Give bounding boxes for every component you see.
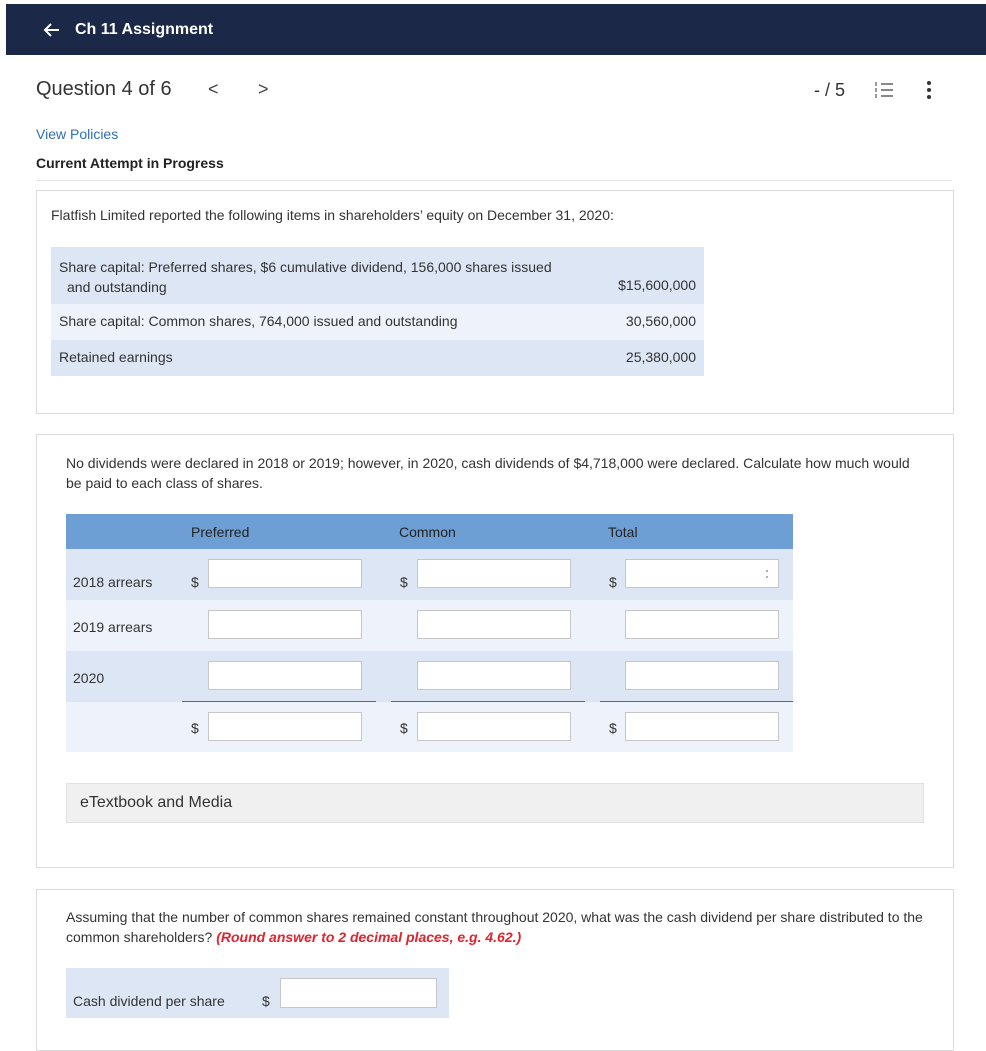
common-2020-input[interactable]	[417, 661, 571, 690]
table-row	[66, 600, 793, 651]
per-share-answer-row	[66, 968, 449, 1018]
grand-total-input[interactable]	[625, 712, 779, 741]
row-label: Share capital: Common shares, 764,000 issued and outstanding	[59, 313, 458, 329]
currency-symbol: $	[191, 720, 199, 736]
common-total-input[interactable]	[417, 712, 571, 741]
question-text: Assuming that the number of common shares remained constant throughout 2020, what was the cash dividend per share distributed to the common shareholders? (Round answer to 2 decimal places, e.g. 4.62.)	[66, 909, 923, 945]
table-row	[51, 247, 704, 304]
common-2019-input[interactable]	[417, 610, 571, 639]
row-value: 30,560,000	[625, 313, 696, 329]
prev-question-button[interactable]: <	[208, 79, 219, 99]
common-2018-input[interactable]	[417, 559, 571, 588]
header-total: Total	[608, 524, 638, 540]
assignment-title: Ch 11 Assignment	[75, 21, 214, 38]
currency-symbol: $	[609, 720, 617, 736]
currency-symbol: $	[609, 574, 617, 590]
input-label: Cash dividend per share	[73, 993, 225, 1009]
question-text: No dividends were declared in 2018 or 2019; however, in 2020, cash dividends of $4,718,000 were declared. Calculate how much would be paid to each class of shares.	[66, 455, 910, 491]
next-question-button[interactable]: >	[258, 79, 269, 99]
table-header	[66, 514, 793, 549]
attempt-status: Current Attempt in Progress	[36, 155, 224, 171]
currency-symbol: $	[191, 574, 199, 590]
arrow-left-icon[interactable]	[43, 16, 61, 42]
etextbook-media-button[interactable]	[66, 783, 924, 823]
question-counter: Question 4 of 6	[36, 78, 172, 100]
list-icon[interactable]	[874, 80, 894, 100]
table-row	[66, 549, 793, 600]
more-vertical-icon[interactable]	[924, 80, 934, 100]
currency-symbol: $	[400, 720, 408, 736]
dividend-table	[66, 514, 793, 752]
table-row	[51, 304, 704, 340]
total-2020-input[interactable]	[625, 661, 779, 690]
rounding-instruction: (Round answer to 2 decimal places, e.g. 4.62.)	[216, 929, 522, 945]
preferred-2019-input[interactable]	[208, 610, 362, 639]
divider	[36, 180, 952, 181]
equity-table	[51, 247, 704, 376]
score-display: - / 5	[814, 80, 846, 100]
row-label: 2018 arrears	[73, 574, 153, 590]
total-2019-input[interactable]	[625, 610, 779, 639]
top-bar	[6, 4, 986, 55]
table-row	[66, 702, 793, 752]
row-label: Retained earnings	[59, 349, 173, 365]
table-row	[51, 340, 704, 376]
table-row	[66, 651, 793, 702]
header-preferred: Preferred	[191, 524, 250, 540]
row-value: $15,600,000	[618, 277, 696, 293]
row-label: 2019 arrears	[73, 619, 153, 635]
resize-handle-icon	[764, 569, 770, 579]
currency-symbol: $	[262, 993, 270, 1009]
dividend-per-share-input[interactable]	[280, 978, 437, 1008]
preferred-2020-input[interactable]	[208, 661, 362, 690]
view-policies-link[interactable]: View Policies	[36, 126, 119, 142]
etextbook-label: eTextbook and Media	[80, 794, 233, 811]
total-2018-input[interactable]	[625, 559, 779, 588]
preferred-total-input[interactable]	[208, 712, 362, 741]
row-label: 2020	[73, 670, 105, 686]
row-value: 25,380,000	[625, 349, 696, 365]
equity-intro: Flatfish Limited reported the following items in shareholders’ equity on December 31, 2020:	[51, 207, 614, 223]
row-label: Share capital: Preferred shares, $6 cumulative dividend, 156,000 shares issued and outstanding	[59, 259, 552, 295]
currency-symbol: $	[400, 574, 408, 590]
preferred-2018-input[interactable]	[208, 559, 362, 588]
header-common: Common	[399, 524, 456, 540]
